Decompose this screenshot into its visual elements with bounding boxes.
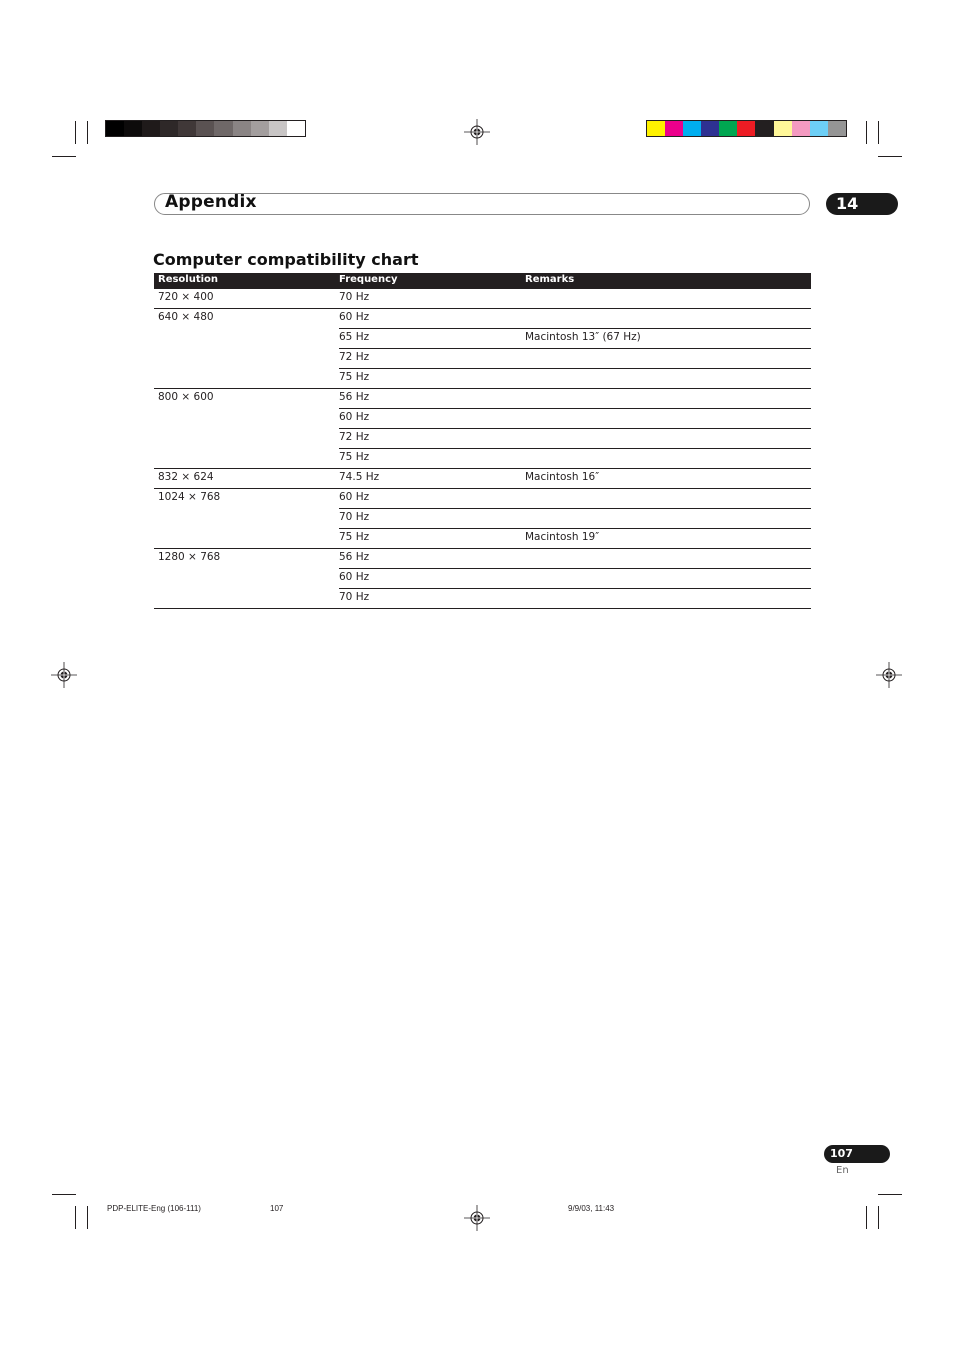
chapter-number-badge: 14 (826, 193, 898, 215)
cell-frequency: 72 Hz (339, 351, 370, 363)
table-row (154, 329, 811, 349)
cell-resolution: 1280 × 768 (158, 551, 221, 563)
color-swatch (774, 121, 792, 136)
language-label: En (836, 1165, 849, 1176)
crop-mark (75, 121, 76, 144)
table-row (154, 529, 811, 549)
crop-mark (866, 121, 867, 144)
color-swatch (665, 121, 683, 136)
cell-frequency: 72 Hz (339, 431, 370, 443)
gray-swatch (214, 121, 232, 136)
color-swatch (647, 121, 665, 136)
cell-frequency: 56 Hz (339, 551, 370, 563)
table-row (154, 289, 811, 309)
crop-mark (878, 156, 902, 157)
color-swatch (719, 121, 737, 136)
color-swatch (737, 121, 755, 136)
slug-page: 107 (270, 1204, 284, 1213)
table-row (154, 489, 811, 509)
crop-mark (87, 1206, 88, 1229)
color-swatch (755, 121, 773, 136)
cell-remarks: Macintosh 19″ (525, 531, 600, 543)
table-row (154, 549, 811, 569)
table-body (154, 289, 811, 609)
crop-mark (52, 1194, 76, 1195)
gray-swatch (178, 121, 196, 136)
row-divider (154, 608, 811, 609)
registration-mark-icon (51, 662, 77, 688)
gray-swatch (251, 121, 269, 136)
slug-date: 9/9/03, 11:43 (568, 1204, 615, 1213)
registration-mark-icon (876, 662, 902, 688)
gray-swatch (233, 121, 251, 136)
cell-frequency: 74.5 Hz (339, 471, 380, 483)
crop-mark (75, 1206, 76, 1229)
crop-mark (87, 121, 88, 144)
crop-mark (878, 1206, 879, 1229)
color-swatch (701, 121, 719, 136)
cell-resolution: 640 × 480 (158, 311, 214, 323)
cell-resolution: 720 × 400 (158, 291, 214, 303)
page-number-badge: 107 (824, 1145, 890, 1163)
table-row (154, 449, 811, 469)
cell-remarks: Macintosh 13″ (67 Hz) (525, 331, 641, 343)
crop-mark (878, 121, 879, 144)
color-swatch (810, 121, 828, 136)
color-swatch (683, 121, 701, 136)
color-swatch (828, 121, 846, 136)
cell-frequency: 70 Hz (339, 591, 370, 603)
table-row (154, 349, 811, 369)
cell-frequency: 56 Hz (339, 391, 370, 403)
cell-frequency: 75 Hz (339, 371, 370, 383)
compatibility-table (154, 273, 811, 609)
gray-swatch (160, 121, 178, 136)
color-swatch (792, 121, 810, 136)
grayscale-calibration-bar (105, 120, 306, 137)
table-row (154, 309, 811, 329)
cell-frequency: 75 Hz (339, 451, 370, 463)
registration-mark-icon (464, 1205, 490, 1231)
table-header (154, 273, 811, 289)
table-row (154, 589, 811, 609)
table-row (154, 569, 811, 589)
table-row (154, 369, 811, 389)
table-row (154, 509, 811, 529)
slug-file: PDP-ELITE-Eng (106-111) (107, 1204, 201, 1213)
cell-frequency: 60 Hz (339, 411, 370, 423)
cell-frequency: 70 Hz (339, 511, 370, 523)
cell-frequency: 75 Hz (339, 531, 370, 543)
crop-mark (878, 1194, 902, 1195)
color-calibration-bar (646, 120, 847, 137)
cell-resolution: 832 × 624 (158, 471, 214, 483)
table-row (154, 389, 811, 409)
chart-title: Computer compatibility chart (153, 250, 419, 269)
gray-swatch (287, 121, 305, 136)
section-title: Appendix (165, 192, 257, 212)
column-header-resolution: Resolution (158, 274, 219, 285)
column-header-frequency: Frequency (339, 274, 398, 285)
table-row (154, 429, 811, 449)
gray-swatch (196, 121, 214, 136)
cell-remarks: Macintosh 16″ (525, 471, 600, 483)
gray-swatch (124, 121, 142, 136)
gray-swatch (269, 121, 287, 136)
cell-frequency: 70 Hz (339, 291, 370, 303)
cell-resolution: 1024 × 768 (158, 491, 221, 503)
crop-mark (52, 156, 76, 157)
column-header-remarks: Remarks (525, 274, 575, 285)
gray-swatch (106, 121, 124, 136)
cell-frequency: 65 Hz (339, 331, 370, 343)
cell-resolution: 800 × 600 (158, 391, 214, 403)
table-row (154, 469, 811, 489)
crop-mark (866, 1206, 867, 1229)
registration-mark-icon (464, 119, 490, 145)
table-row (154, 409, 811, 429)
cell-frequency: 60 Hz (339, 491, 370, 503)
cell-frequency: 60 Hz (339, 311, 370, 323)
gray-swatch (142, 121, 160, 136)
cell-frequency: 60 Hz (339, 571, 370, 583)
